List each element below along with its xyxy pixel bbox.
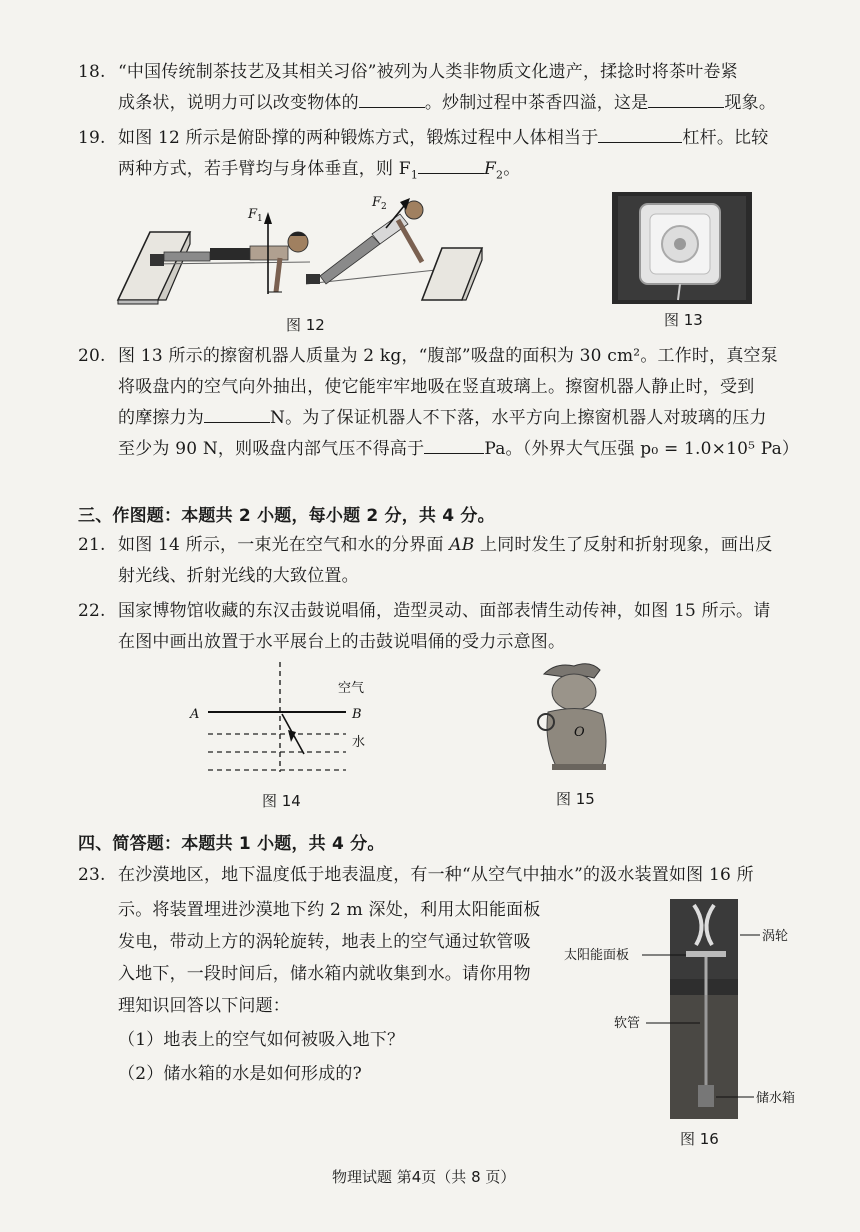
- q20-line4: [118, 437, 799, 461]
- q21-ab: AB: [449, 535, 475, 555]
- figure-15-drummer-figurine: [516, 656, 616, 778]
- q23-number: 23.: [78, 865, 106, 885]
- label-o: O: [574, 725, 585, 740]
- f1-sub: 1: [257, 214, 263, 224]
- q21-line1: [78, 533, 772, 557]
- q18-text-1: “中国传统制茶技艺及其相关习俗”被列为人类非物质文化遗产，揉捻时将茶叶卷紧: [118, 62, 738, 82]
- q19-text-1a: 如图 12 所示是俯卧撑的两种锻炼方式，锻炼过程中人体相当于: [118, 128, 599, 148]
- f2-sub: 2: [381, 202, 387, 212]
- person1-feet: [150, 254, 164, 266]
- fig14-caption: 图 14: [262, 792, 301, 810]
- q19-number: 19.: [78, 128, 106, 148]
- q23-sub2: （2）储水箱的水是如何形成的?: [118, 1064, 362, 1084]
- solar-panel: [686, 951, 726, 957]
- label-b: B: [352, 707, 362, 722]
- fig15-caption: 图 15: [556, 790, 595, 808]
- q22-text-2: 在图中画出放置于水平展台上的击鼓说唱俑的受力示意图。: [118, 632, 566, 652]
- q18-blank-1[interactable]: [359, 91, 425, 108]
- figurine-head: [552, 674, 596, 710]
- q23-line4: 入地下，一段时间后，储水箱内就收集到水。请你用物: [118, 964, 531, 984]
- q18-line1: [78, 60, 738, 84]
- water-tank: [698, 1085, 714, 1107]
- q19-text-2b: F: [484, 159, 497, 179]
- label-air: 空气: [338, 681, 365, 696]
- q20-blank-2[interactable]: [424, 437, 484, 454]
- q19-blank-2[interactable]: [418, 157, 484, 174]
- q23-text-1: 在沙漠地区，地下温度低于地表温度，有一种“从空气中抽水”的汲水装置如图 16 所: [118, 865, 754, 885]
- section-4-title: 四、简答题：本题共 1 小题，共 4 分。: [78, 834, 385, 854]
- q18-text-2b: 。炒制过程中茶香四溢，这是: [424, 93, 649, 113]
- q21-line2: [118, 564, 359, 588]
- q18-number: 18.: [78, 62, 106, 82]
- q20-blank-1[interactable]: [204, 406, 270, 423]
- label-turbine: 涡轮: [762, 929, 789, 944]
- q22-line2: [118, 630, 565, 654]
- q20-line1: [78, 344, 778, 368]
- q20-line2: [118, 375, 754, 399]
- q20-text-3a: 的摩擦力为: [118, 408, 204, 428]
- figure-16-water-device: [560, 895, 820, 1125]
- person2-arm: [398, 220, 422, 262]
- f1-label: F: [248, 207, 258, 222]
- figure-13-window-robot: [612, 192, 752, 304]
- q19-text-2c: 。: [503, 159, 521, 179]
- fig12-caption: 图 12: [286, 316, 325, 334]
- fig13-caption: 图 13: [664, 311, 703, 329]
- q22-text-1: 国家博物馆收藏的东汉击鼓说唱俑，造型灵动、面部表情生动传神，如图 15 所示。请: [118, 601, 771, 621]
- figure-14-light-interface: [180, 660, 380, 780]
- q18-text-2a: 成条状，说明力可以改变物体的: [118, 93, 359, 113]
- q20-text-3b: N。为了保证机器人不下落，水平方向上擦窗机器人对玻璃的压力: [270, 408, 767, 428]
- label-tank: 储水箱: [756, 1091, 796, 1106]
- section-3-title: 三、作图题：本题共 2 小题，每小题 2 分，共 4 分。: [78, 506, 495, 526]
- q19-sub2: 2: [496, 168, 504, 182]
- q18-text-2c: 现象。: [724, 93, 777, 113]
- q20-text-1: 图 13 所示的擦窗机器人质量为 2 kg，“腹部”吸盘的面积为 30 cm²。工作时，真空泵: [118, 346, 778, 366]
- q18-blank-2[interactable]: [648, 91, 724, 108]
- label-water: 水: [352, 735, 366, 750]
- q23-line1: [78, 863, 754, 887]
- q23-line2: 示。将装置埋进沙漠地下约 2 m 深处，利用太阳能面板: [118, 900, 541, 920]
- q21-number: 21.: [78, 535, 106, 555]
- q20-number: 20.: [78, 346, 106, 366]
- q20-line3: [118, 406, 767, 430]
- label-solar: 太阳能面板: [564, 948, 630, 963]
- label-a: A: [190, 707, 200, 722]
- q19-text-1b: 杠杆。比较: [682, 128, 769, 148]
- q21-text-2: 射光线、折射光线的大致位置。: [118, 566, 359, 586]
- q21-text-1a: 如图 14 所示，一束光在空气和水的分界面: [118, 535, 450, 555]
- q22-line1: [78, 599, 770, 623]
- q23-line3: 发电，带动上方的涡轮旋转，地表上的空气通过软管吸: [118, 932, 531, 952]
- q22-number: 22.: [78, 601, 106, 621]
- person1-arm: [276, 258, 280, 292]
- q19-sub1: 1: [410, 168, 419, 182]
- q19-text-2a: 两种方式，若手臂均与身体垂直，则 F: [118, 159, 411, 179]
- q23-line5: 理知识回答以下问题：: [118, 996, 290, 1016]
- q23-sub1: （1）地表上的空气如何被吸入地下？: [118, 1030, 405, 1050]
- fig16-caption: 图 16: [680, 1130, 719, 1148]
- q19-line1: [78, 126, 768, 150]
- f2-label: F: [372, 195, 382, 210]
- q20-text-4b: Pa。（外界大气压强 p₀ = 1.0×10⁵ Pa）: [484, 439, 800, 459]
- q19-blank-1[interactable]: [598, 126, 682, 143]
- q18-line2: [118, 91, 776, 115]
- label-hose: 软管: [614, 1016, 641, 1031]
- q20-text-2: 将吸盘内的空气向外抽出，使它能牢牢地吸在竖直玻璃上。擦窗机器人静止时，受到: [118, 377, 755, 397]
- q21-text-1b: 上同时发生了反射和折射现象，画出反: [474, 535, 773, 555]
- q19-line2: [118, 157, 520, 187]
- page-footer: 物理试题 第4页（共 8 页）: [332, 1168, 516, 1186]
- q20-text-4a: 至少为 90 N，则吸盘内部气压不得高于: [118, 439, 425, 459]
- figure-12-pushups: [110, 192, 490, 312]
